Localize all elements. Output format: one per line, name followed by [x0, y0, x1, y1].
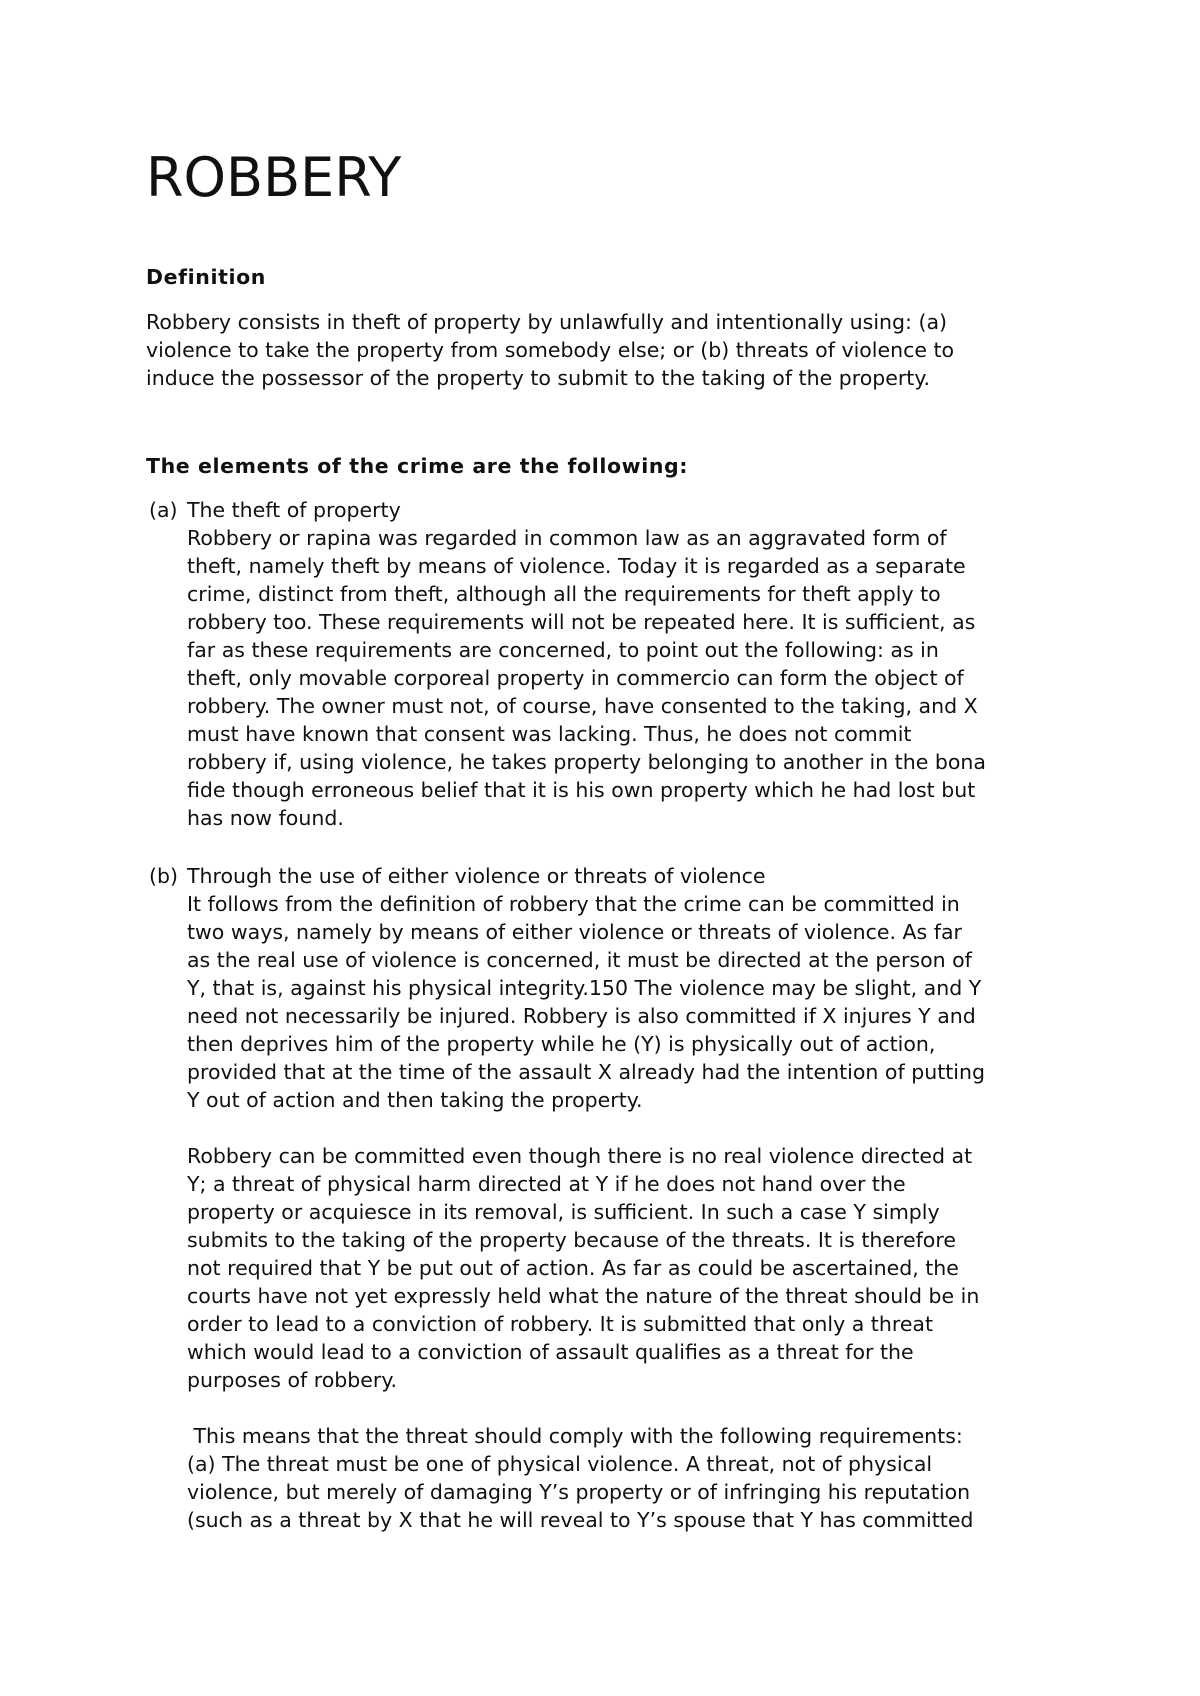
text-line: (a) The threat must be one of physical violence. A threat, not of physical — [187, 1452, 933, 1476]
text-line: provided that at the time of the assault X already had the intention of putting — [187, 1060, 985, 1084]
text-line: violence, but merely of damaging Y’s property or of infringing his reputation — [187, 1480, 971, 1504]
text-line: then deprives him of the property while he (Y) is physically out of action, — [187, 1032, 936, 1056]
text-line: Y, that is, against his physical integrity.150 The violence may be slight, and Y — [187, 976, 982, 1000]
text-line: fide though erroneous belief that it is his own property which he had lost but — [187, 778, 976, 802]
text-line: robbery too. These requirements will not be repeated here. It is sufficient, as — [187, 610, 976, 634]
text-line: must have known that consent was lacking. Thus, he does not commit — [187, 722, 912, 746]
text-line: submits to the taking of the property because of the threats. It is therefore — [187, 1228, 956, 1252]
list-item-title: The theft of property — [187, 498, 401, 522]
text-line: purposes of robbery. — [187, 1368, 398, 1392]
text-line: induce the possessor of the property to submit to the taking of the property. — [146, 366, 931, 390]
text-line: need not necessarily be injured. Robbery is also committed if X injures Y and — [187, 1004, 976, 1028]
text-line: has now found. — [187, 806, 344, 830]
list-item-paragraph — [187, 524, 986, 832]
text-line: theft, namely theft by means of violence. Today it is regarded as a separate — [187, 554, 966, 578]
text-line: Robbery can be committed even though there is no real violence directed at — [187, 1144, 973, 1168]
text-line: order to lead to a conviction of robbery. It is submitted that only a threat — [187, 1312, 934, 1336]
definition-paragraph — [146, 308, 954, 392]
text-line: Robbery or rapina was regarded in common law as an aggravated form of — [187, 526, 947, 550]
text-line: robbery. The owner must not, of course, have consented to the taking, and X — [187, 694, 978, 718]
text-line: not required that Y be put out of action. As far as could be ascertained, the — [187, 1256, 959, 1280]
text-line: property or acquiesce in its removal, is sufficient. In such a case Y simply — [187, 1200, 940, 1224]
text-line: Robbery consists in theft of property by unlawfully and intentionally using: (a) — [146, 310, 948, 334]
list-item-paragraph — [187, 1142, 979, 1394]
text-line: which would lead to a conviction of assault qualifies as a threat for the — [187, 1340, 914, 1364]
list-item-paragraph — [187, 1422, 973, 1534]
text-line: far as these requirements are concerned, to point out the following: as in — [187, 638, 939, 662]
text-line: courts have not yet expressly held what the nature of the threat should be in — [187, 1284, 980, 1308]
text-line: two ways, namely by means of either violence or threats of violence. As far — [187, 920, 962, 944]
text-line: crime, distinct from theft, although all the requirements for theft apply to — [187, 582, 941, 606]
text-line: It follows from the definition of robbery that the crime can be committed in — [187, 892, 960, 916]
text-line: robbery if, using violence, he takes property belonging to another in the bona — [187, 750, 986, 774]
text-line: violence to take the property from somebody else; or (b) threats of violence to — [146, 338, 955, 362]
text-line: Y out of action and then taking the property. — [187, 1088, 643, 1112]
text-line: theft, only movable corporeal property in commercio can form the object of — [187, 666, 964, 690]
text-line: Y; a threat of physical harm directed at Y if he does not hand over the — [187, 1172, 906, 1196]
elements-heading: The elements of the crime are the following: — [146, 454, 689, 478]
document-title: ROBBERY — [146, 146, 402, 209]
definition-heading: Definition — [146, 265, 266, 289]
text-line: (such as a threat by X that he will reveal to Y’s spouse that Y has committed — [187, 1508, 974, 1532]
list-marker: (b) — [149, 864, 179, 888]
list-item-paragraph — [187, 890, 985, 1114]
list-marker: (a) — [149, 498, 178, 522]
text-line: This means that the threat should comply with the following requirements: — [187, 1424, 963, 1448]
text-line: as the real use of violence is concerned, it must be directed at the person of — [187, 948, 972, 972]
list-item-title: Through the use of either violence or threats of violence — [187, 864, 766, 888]
